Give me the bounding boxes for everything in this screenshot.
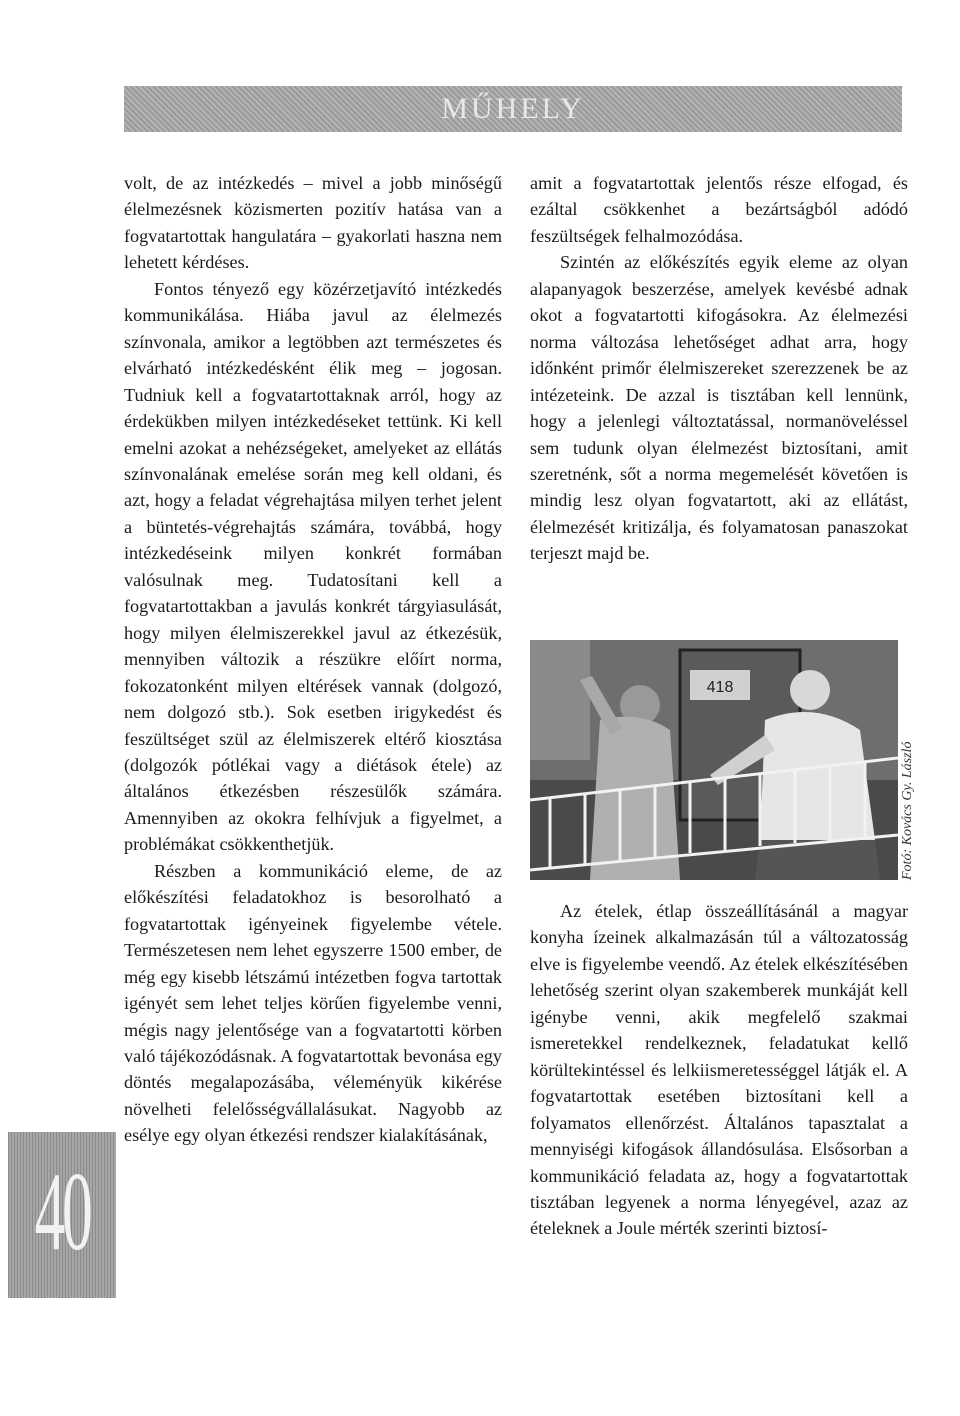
section-title: MŰHELY	[441, 92, 585, 125]
left-text-column	[124, 170, 502, 1149]
photo-credit: Fotó: Kovács Gy. László	[900, 741, 915, 880]
paragraph: amit a fogvatartottak jelentős része elfogad, és ezáltal csökkenhet a bezártságból adódó feszültségek felhalmozódása.	[530, 173, 908, 246]
photo-illustration	[530, 640, 898, 880]
paragraph: Szintén az előkészítés egyik eleme az olyan alapanyagok beszerzése, amelyek kevésbé adnak okot a fogvatartotti kifogásokra. Az élelmezési norma változása lehetőséget adhat arra, hogy időnként primőr élelmiszereket szerezzenek be az intézeteink. De azzal is tisztában kell lennünk, hogy a jelenlegi változtatással, normanöveléssel sem tudunk olyan élelmezést biztosítani, amit szeretnénk, sőt a norma megemelését követően is mindig lesz olyan fogvatartott, aki az ellátást, élelmezését kritizálja, és folyamatosan panaszokat terjeszt majd be.	[530, 252, 908, 564]
paragraph: Fontos tényező egy közérzetjavító intézkedés kommunikálása. Hiába javul az élelmezés színvonala, amikor a legtöbben azt természetes és elvárható intézkedésként élik meg – jogosan. Tudniuk kell a fogvatartottaknak arról, hogy az érdekükben milyen intézkedéseket tettünk. Ki kell emelni azokat a nehézségeket, amelyeket az ellátás színvonalának emelése során meg kell oldani, és azt, hogy a feladat végrehajtása milyen terhet jelent a büntetés-végrehajtás számára, továbbá, hogy intézkedéseink milyen konkrét formában valósulnak meg. Tudatosítani kell a fogvatartottakban a javulás konkrét tárgyiasulását, hogy milyen élelmiszerekkel javul az étkezésük, mennyiben változik a részükre előírt norma, fokozatonként milyen eltérések vannak (dolgozó, nem dolgozó stb.). Sok esetben irigykedést és feszültséget szül az élelmiszerek eltérő kiosztása (dolgozók pótlékai vagy a diétások étele) az általános étkezésben részesülők számára. Amennyiben az okokra felhívjuk a figyelmet, a problémákat csökkenthetjük.	[124, 278, 502, 855]
right-text-column-top	[530, 170, 908, 567]
paragraph: volt, de az intézkedés – mivel a jobb minőségű élelmezésnek közismerten pozitív hatása van a fogvatartottak hangulatára – gyakorlati haszna nem lehetett kérdéses.	[124, 173, 502, 273]
photo-inmates-at-railing	[530, 640, 898, 880]
door-number-label: 418	[706, 679, 734, 696]
section-header-bar	[124, 86, 902, 132]
paragraph: Az ételek, étlap összeállításánál a magyar konyha ízeinek alkalmazásán túl a változatosság elve is figyelembe veendő. Az ételek elkészítésében lehetőség szerint olyan szakemberek munkáját kell igénybe venni, akik megfelelő szakmai ismeretekkel rendelkeznek, feladatukat kellő körültekintéssel és lelkiismeretességgel látják el. A fogvatartottak esetében biztosítani kell a folyamatos ellenőrzést. Általános tapasztalat a mennyiségi kifogások állandósulása. Elsősorban a kommunikáció feladata az, hogy a fogvatartottak tisztában legyenek a norma lényegével, azaz az ételeknek a Joule mérték szerinti biztosí-	[530, 901, 908, 1239]
page-number: 40	[34, 1150, 90, 1274]
right-text-column-bottom	[530, 898, 908, 1242]
paragraph: Részben a kommunikáció eleme, de az előkészítési feladatokhoz is besorolható a fogvatartottak igényeinek figyelembe vétele. Természetesen nem lehet egyszerre 1500 ember, de még egy kisebb létszámú intézetben fogva tartottak igényét sem lehet teljes körűen figyelembe venni, mégis nagy jelentősége van a fogvatartotti körben való tájékozódásnak. A fogvatartottak bevonása egy döntés megalapozásába, véleményük kikérése növelheti felelősségvállalásukat. Nagyobb az esélye egy olyan étkezési rendszer kialakításának,	[124, 860, 502, 1146]
page-number-box	[8, 1132, 116, 1298]
